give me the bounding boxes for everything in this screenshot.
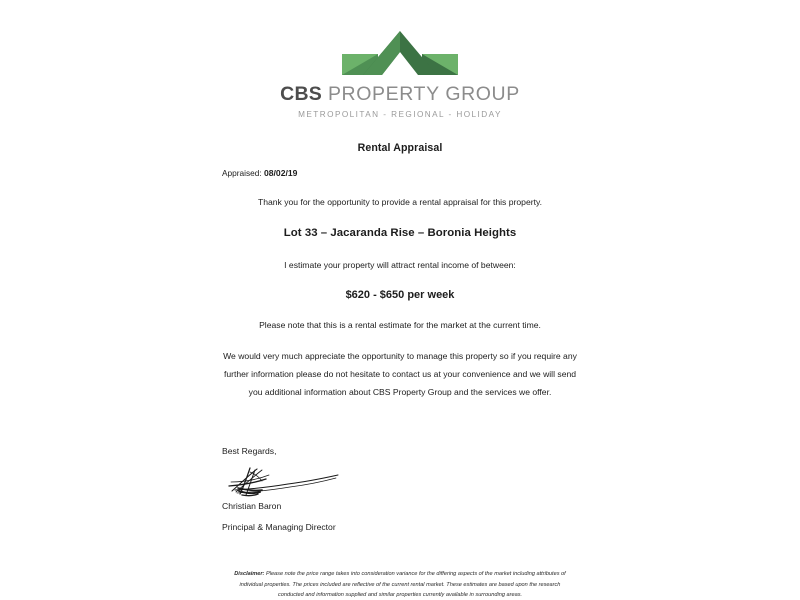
page-title: Rental Appraisal <box>357 142 443 154</box>
handwritten-signature-icon <box>226 464 346 498</box>
signer-name: Christian Baron <box>222 501 282 512</box>
appraised-label: Appraised: <box>222 168 264 179</box>
price-range: $620 - $650 per week <box>345 288 455 301</box>
logo-wordmark-regular: PROPERTY GROUP <box>321 83 520 105</box>
property-address: Lot 33 – Jacaranda Rise – Boronia Heights <box>283 227 517 240</box>
letter-body <box>222 132 578 600</box>
estimate-lead-text: I estimate your property will attract rental income of between: <box>284 259 516 270</box>
letterhead <box>0 0 800 119</box>
signer-title: Principal & Managing Director <box>222 522 336 533</box>
closing-paragraph: We would very much appreciate the opportunity to manage this property so if you require any further information please do not hesitate to contact us at your convenience and we will send you additional information about CBS Property Group and the services we offer. <box>223 351 577 397</box>
cbs-property-group-logo-icon <box>334 28 466 78</box>
intro-paragraph: Thank you for the opportunity to provide a rental appraisal for this property. <box>257 197 543 208</box>
appraised-date-line <box>222 167 578 180</box>
logo-tagline: METROPOLITAN - REGIONAL - HOLIDAY <box>298 109 502 119</box>
disclaimer-text: Please note the price range takes into consideration variance for the differing aspects of the market including attributes of individual properties. The prices included are reflective of the current rental market. These estimates are based upon the research conducted and information supplied and similar properties currently available in surrounding areas. <box>239 571 566 598</box>
estimate-note: Please note that this is a rental estimate for the market at the current time. <box>259 320 541 331</box>
logo-wordmark <box>280 85 520 105</box>
logo-wordmark-bold: CBS <box>280 83 322 105</box>
sign-off: Best Regards, <box>222 446 277 457</box>
appraised-date-value: 08/02/19 <box>263 168 298 179</box>
disclaimer <box>222 569 578 600</box>
disclaimer-lead: Disclaimer: <box>234 571 265 578</box>
